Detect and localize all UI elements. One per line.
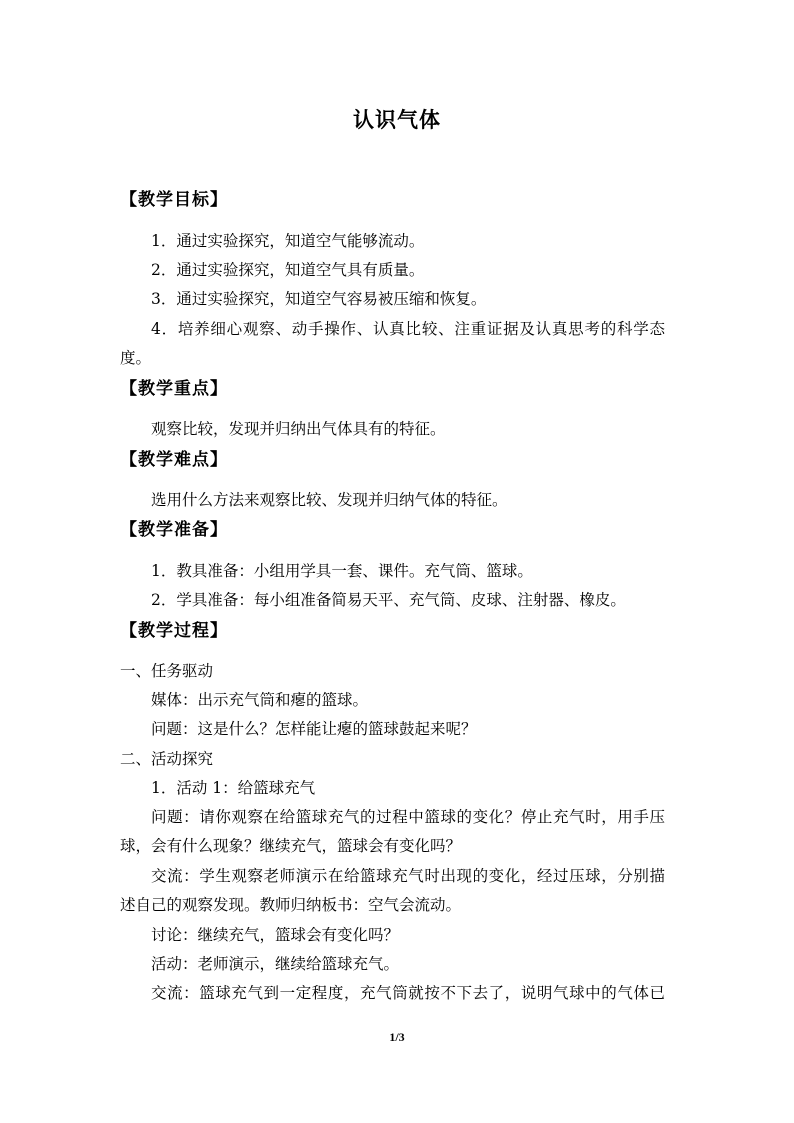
goal-item-4-cont: 度。: [120, 349, 152, 367]
goal-item-2: 2．通过实验探究，知道空气具有质量。: [151, 261, 425, 279]
preparation-heading: 【教学准备】: [120, 520, 228, 540]
process-part2-line: 球，会有什么现象？继续充气，篮球会有变化吗？: [120, 837, 462, 855]
key-points-text: 观察比较，发现并归纳出气体具有的特征。: [151, 420, 446, 438]
process-part1-line: 媒体：出示充气筒和瘪的篮球。: [151, 691, 369, 709]
process-part2-line: 交流：学生观察老师演示在给篮球充气时出现的变化，经过压球，分别描: [151, 867, 665, 885]
process-part2-line: 述自己的观察发现。教师归纳板书：空气会流动。: [120, 896, 462, 914]
difficulties-text: 选用什么方法来观察比较、发现并归纳气体的特征。: [151, 491, 508, 509]
process-part2-line: 活动：老师演示，继续给篮球充气。: [151, 955, 400, 973]
process-part2-line: 讨论：继续充气，篮球会有变化吗？: [151, 926, 400, 944]
goal-item-1: 1．通过实验探究，知道空气能够流动。: [151, 232, 425, 250]
goals-heading: 【教学目标】: [120, 190, 228, 210]
process-part2-line: 问题：请你观察在给篮球充气的过程中篮球的变化？停止充气时，用手压: [151, 808, 665, 826]
activity-title: 1．活动 1：给篮球充气: [151, 779, 316, 797]
preparation-item-2: 2．学具准备：每小组准备简易天平、充气筒、皮球、注射器、橡皮。: [151, 591, 626, 609]
goal-item-4: 4．培养细心观察、动手操作、认真比较、注重证据及认真思考的科学态: [151, 320, 665, 338]
page-number: 1/3: [389, 1030, 405, 1044]
page-title: 认识气体: [353, 108, 441, 132]
process-part2-title: 二、活动探究: [120, 750, 214, 768]
process-part1-line: 问题：这是什么？怎样能让瘪的篮球鼓起来呢？: [151, 720, 477, 738]
difficulties-heading: 【教学难点】: [120, 450, 228, 470]
goal-item-3: 3．通过实验探究，知道空气容易被压缩和恢复。: [151, 290, 487, 308]
process-part2-line: 交流：篮球充气到一定程度，充气筒就按不下去了，说明气球中的气体已: [151, 984, 665, 1002]
preparation-item-1: 1．教具准备：小组用学具一套、课件。充气筒、篮球。: [151, 562, 533, 580]
process-heading: 【教学过程】: [120, 621, 228, 641]
process-part1-title: 一、任务驱动: [120, 662, 214, 680]
key-points-heading: 【教学重点】: [120, 379, 228, 399]
